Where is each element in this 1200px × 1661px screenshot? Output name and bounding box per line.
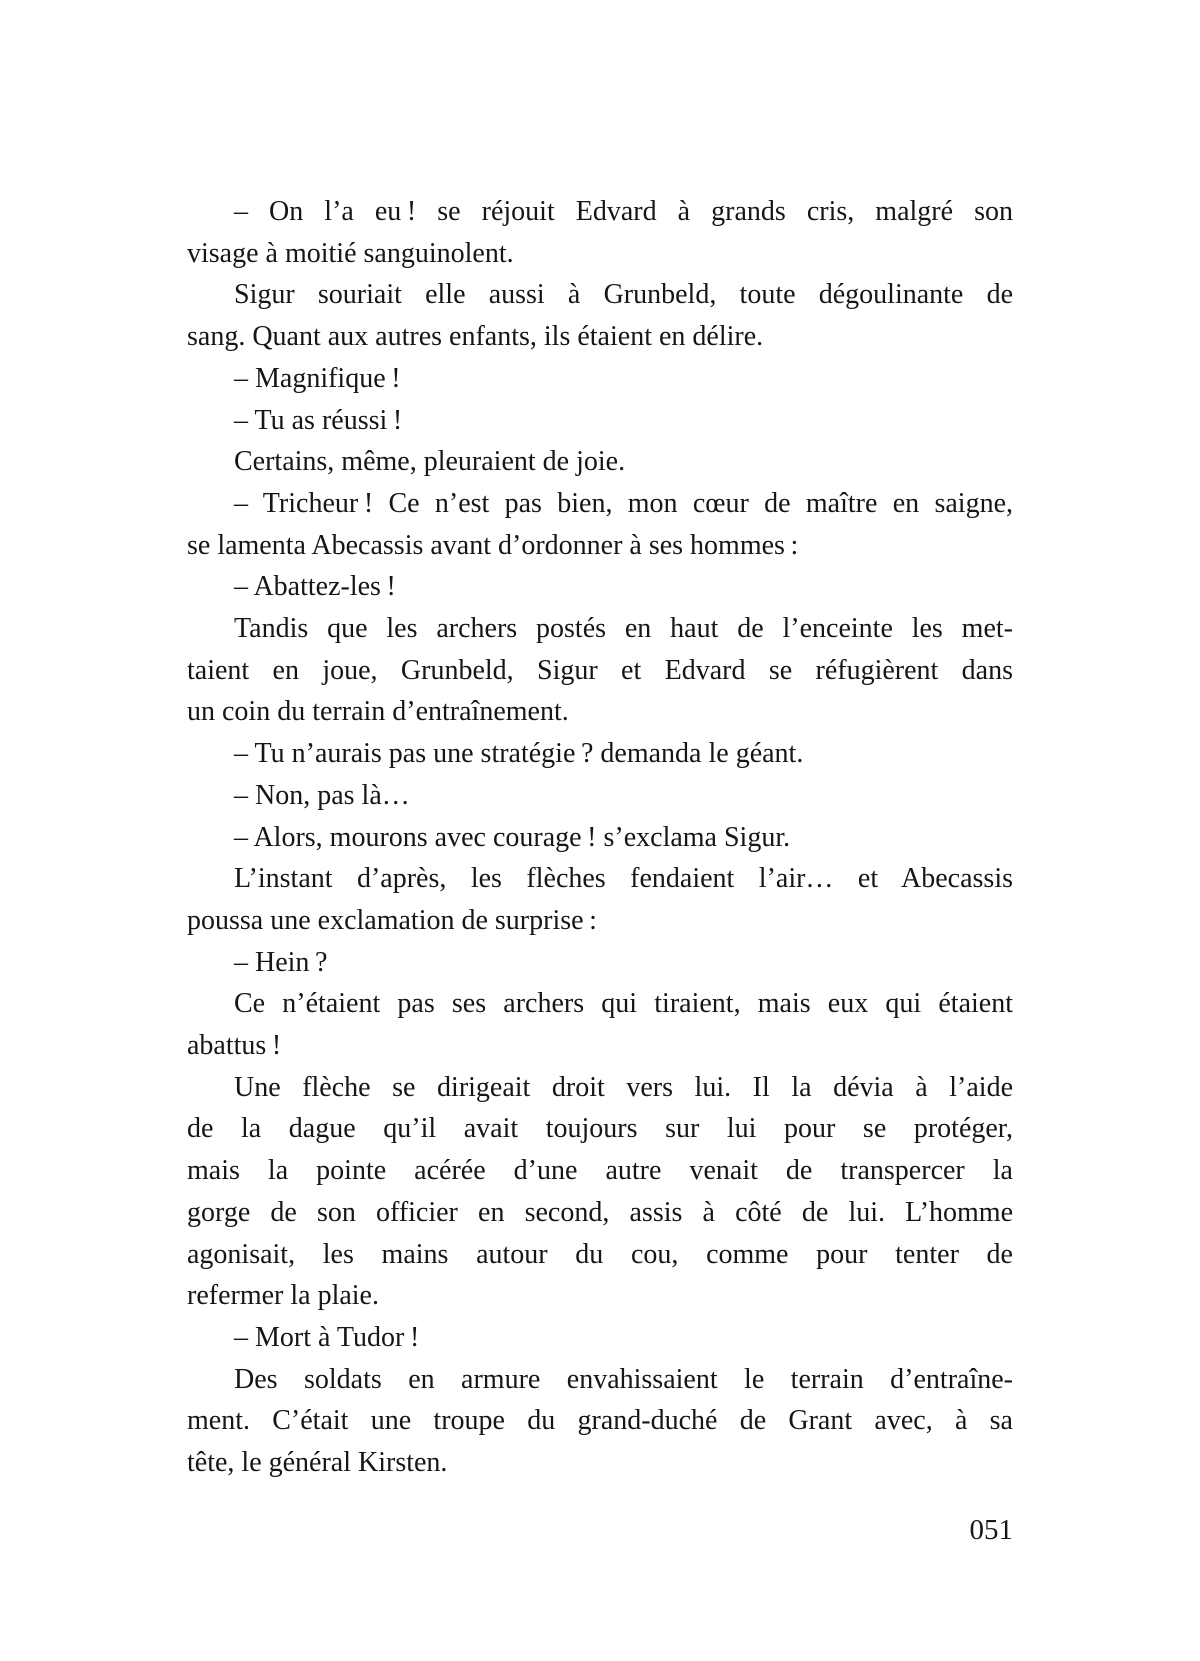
text-line: abattus !	[187, 1030, 282, 1062]
text-line: Certains, même, pleuraient de joie.	[234, 446, 626, 478]
text-line: Sigur souriait elle aussi à Grunbeld, toute dégoulinante de	[234, 279, 1013, 311]
text-line: – Tu n’aurais pas une stratégie ? demanda le géant.	[234, 738, 804, 770]
text-line: Des soldats en armure envahissaient le terrain d’entraîne-	[234, 1363, 1013, 1395]
text-line: L’instant d’après, les flèches fendaient l’air… et Abecassis	[234, 863, 1013, 895]
text-line: – Non, pas là…	[234, 779, 410, 811]
text-line: poussa une exclamation de surprise :	[187, 904, 597, 936]
text-line: – Abattez-les !	[234, 571, 396, 603]
text-line: se lamenta Abecassis avant d’ordonner à ses hommes :	[187, 529, 799, 561]
text-line: gorge de son officier en second, assis à côté de lui. L’homme	[187, 1196, 1013, 1228]
text-line: visage à moitié sanguinolent.	[187, 237, 514, 269]
text-line: mais la pointe acérée d’une autre venait de transpercer la	[187, 1155, 1013, 1187]
text-line: sang. Quant aux autres enfants, ils étaient en délire.	[187, 321, 764, 353]
text-line: – Alors, mourons avec courage ! s’exclama Sigur.	[234, 821, 791, 853]
text-line: tête, le général Kirsten.	[187, 1447, 448, 1479]
text-line: ment. C’était une troupe du grand-duché de Grant avec, à sa	[187, 1405, 1013, 1437]
text-line: – Magnifique !	[234, 362, 401, 394]
text-line: agonisait, les mains autour du cou, comme pour tenter de	[187, 1238, 1013, 1270]
text-line: – On l’a eu ! se réjouit Edvard à grands cris, malgré son	[234, 196, 1013, 227]
text-line: Tandis que les archers postés en haut de l’enceinte les met-	[234, 613, 1013, 645]
text-line: de la dague qu’il avait toujours sur lui pour se protéger,	[187, 1113, 1013, 1145]
text-line: – Mort à Tudor !	[234, 1321, 420, 1353]
text-line: – Hein ?	[234, 946, 328, 978]
text-line: un coin du terrain d’entraînement.	[187, 696, 569, 728]
body-text	[187, 191, 1013, 1484]
text-line: Une flèche se dirigeait droit vers lui. Il la dévia à l’aide	[234, 1071, 1013, 1103]
text-line: taient en joue, Grunbeld, Sigur et Edvard se réfugièrent dans	[187, 654, 1013, 686]
text-line: – Tu as réussi !	[234, 404, 403, 436]
text-line: refermer la plaie.	[187, 1280, 379, 1312]
page-number: 051	[969, 1514, 1013, 1546]
text-line: – Tricheur ! Ce n’est pas bien, mon cœur de maître en saigne,	[234, 487, 1013, 519]
text-line: Ce n’étaient pas ses archers qui tiraient, mais eux qui étaient	[234, 988, 1013, 1020]
